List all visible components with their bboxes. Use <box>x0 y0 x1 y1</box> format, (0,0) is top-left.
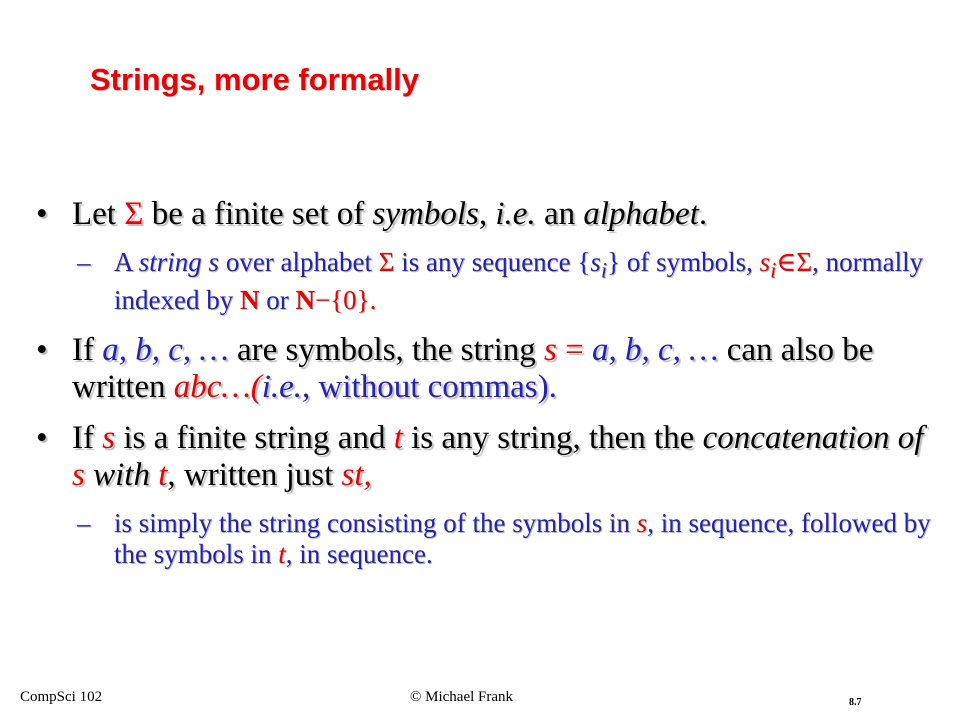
slide-content <box>36 196 936 586</box>
bullet-concatenation: • If s is a finite string and t is any string, then the concatenation of s with t, written just st, <box>36 420 924 494</box>
subbullet-concatenation-definition: – is simply the string consisting of the symbols in s, in sequence, followed by the symbols in t, in sequence. <box>77 508 931 570</box>
subbullet-string-definition: – A string s over alphabet Σ is any sequence $\{s_i\}$ of symbols, $s_i\in\Sigma$, normally indexed by N or N−{0}. <box>77 247 924 316</box>
bullet-abc-notation: • If a, b, c, … are symbols, the string s = a, b, c, … can also be written abc…(i.e., without commas). <box>36 332 874 406</box>
bullet-dot: • <box>36 332 48 369</box>
bullet-alphabet: • Let Σ be a finite set of symbols, i.e. an alphabet. <box>36 196 708 232</box>
slide-title: Strings, more formally <box>90 62 420 97</box>
sigma-symbol: Σ <box>124 196 144 232</box>
dash-marker: – <box>77 247 91 277</box>
footer-slide-number: 8.7 <box>849 697 862 708</box>
footer-author: © Michael Frank <box>410 689 514 705</box>
bullet-dot: • <box>36 196 48 232</box>
footer-course: CompSci 102 <box>20 689 103 705</box>
dash-marker: – <box>77 508 91 539</box>
bullet-dot: • <box>36 420 48 457</box>
